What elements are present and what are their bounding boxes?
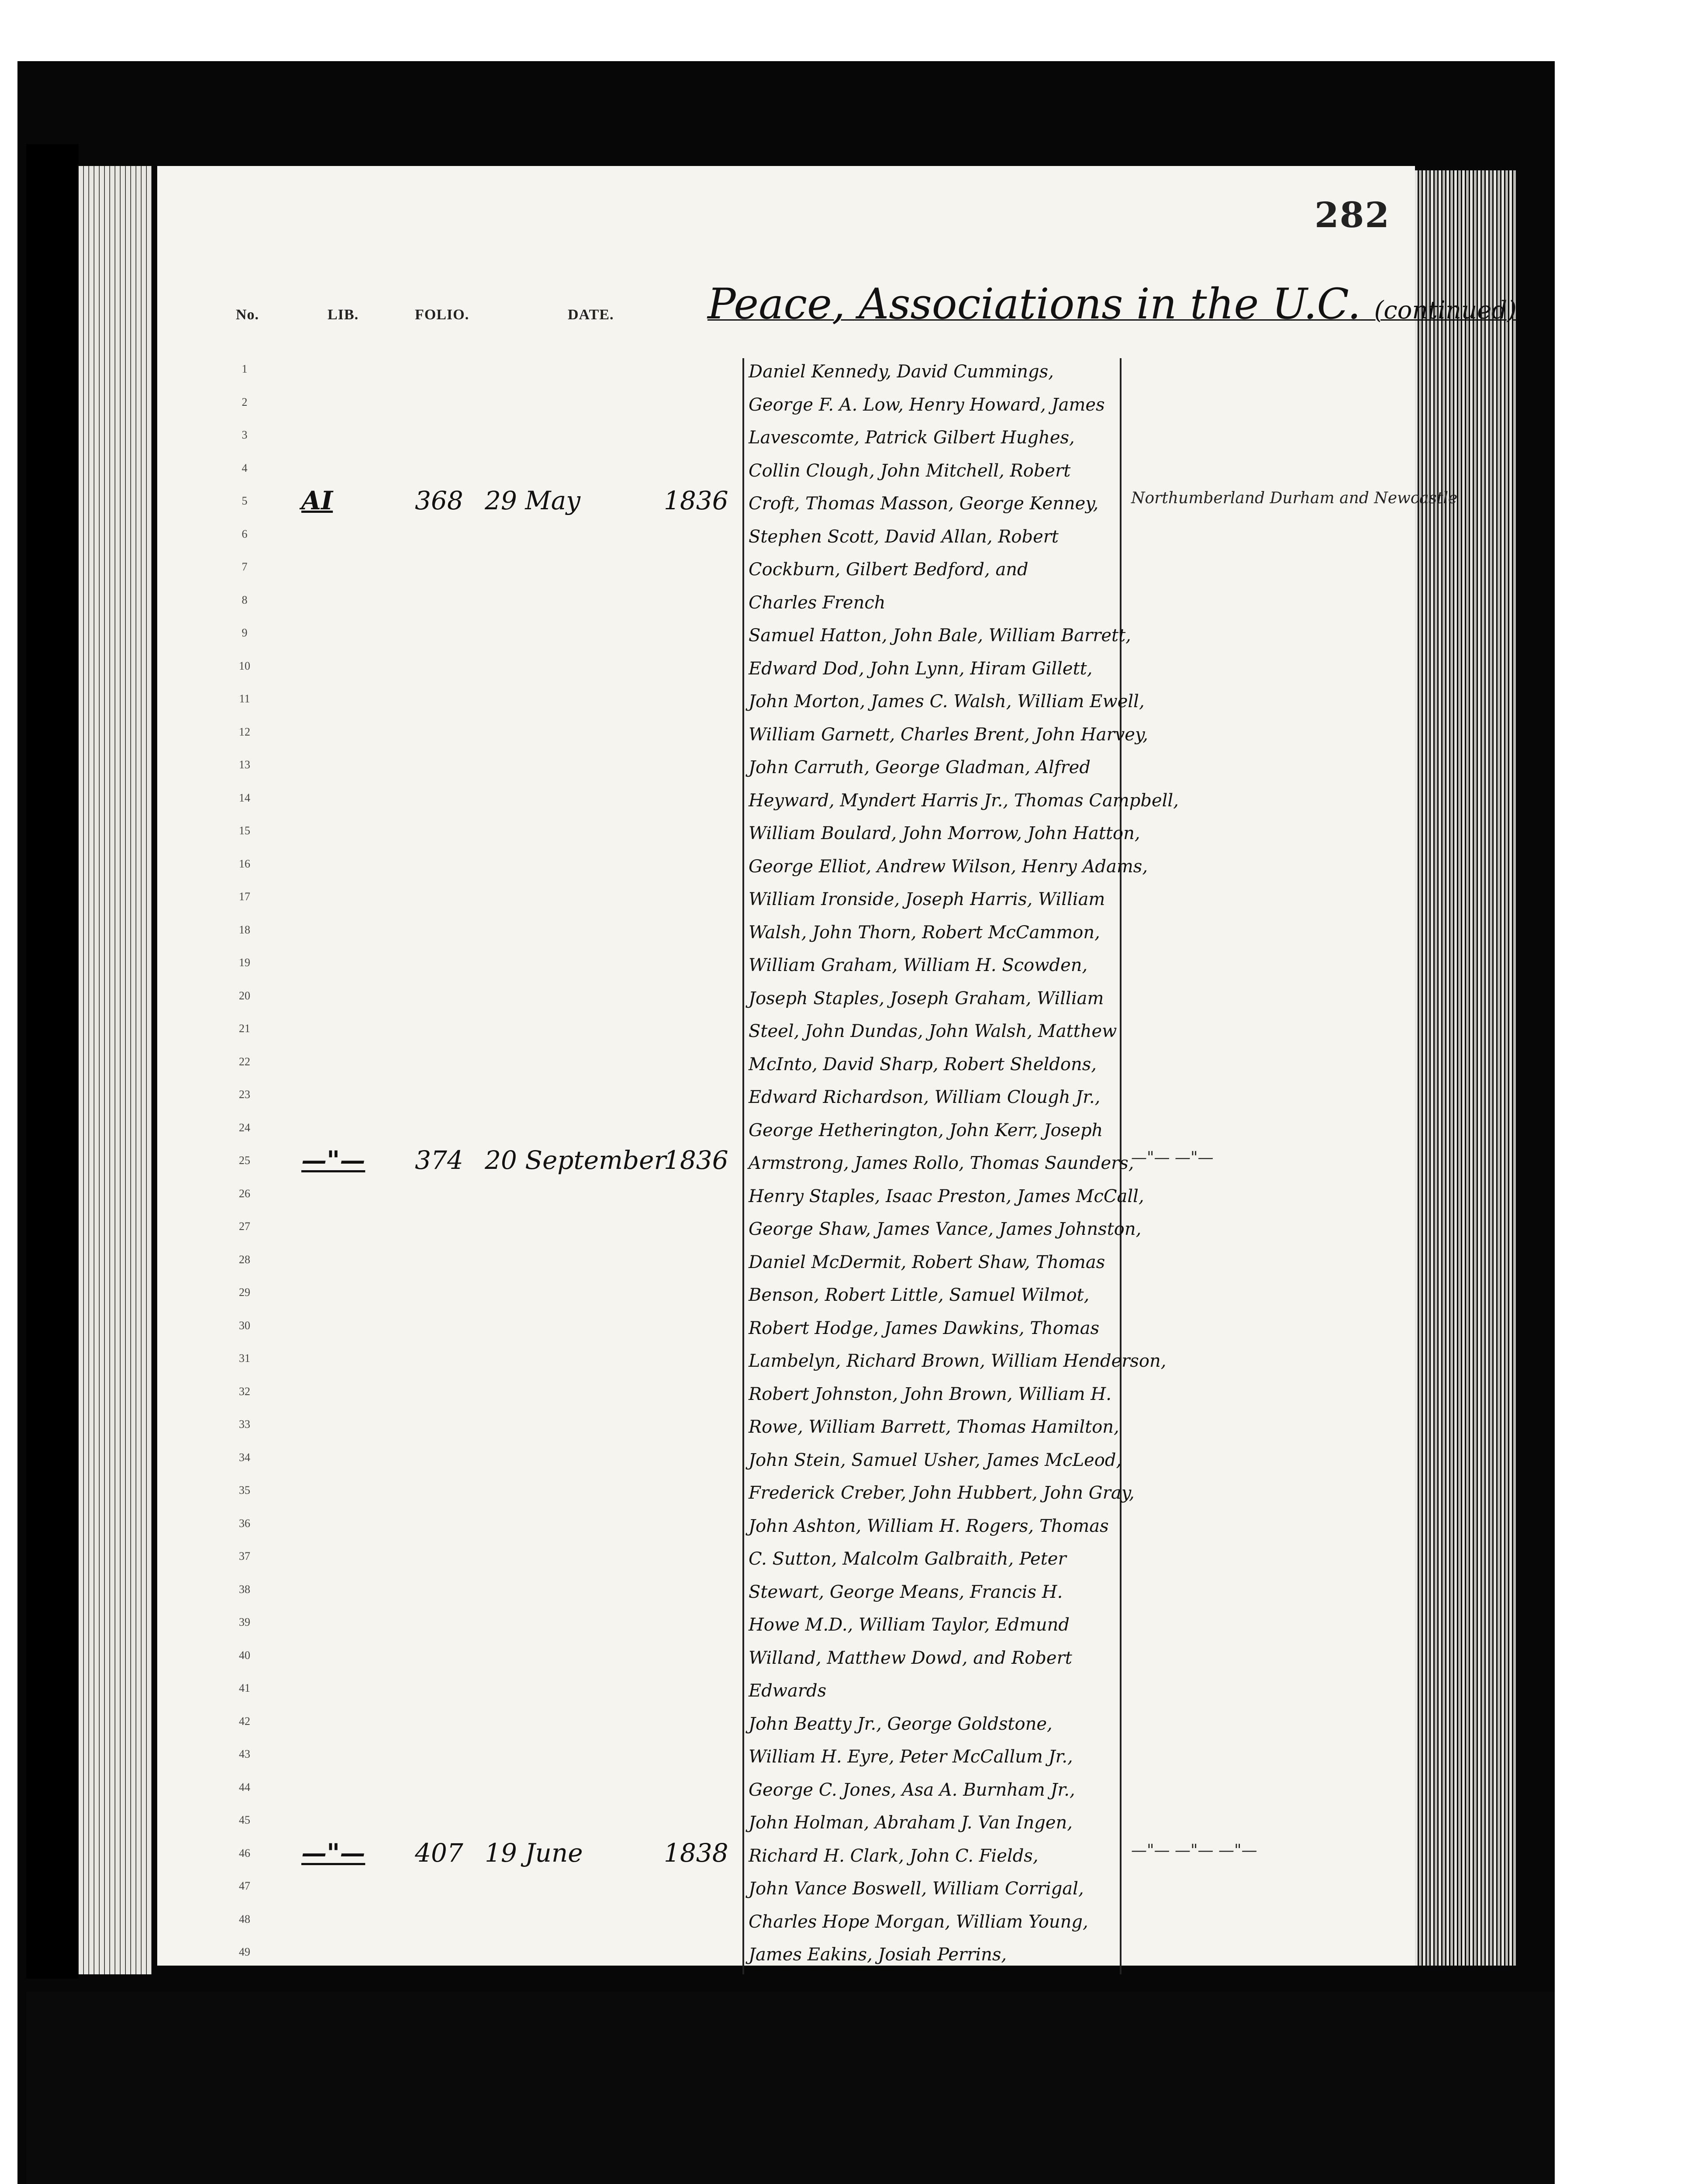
member-names-line: Armstrong, James Rollo, Thomas Saunders, bbox=[749, 1153, 1134, 1173]
entry-lib: —"— bbox=[301, 1838, 366, 1868]
member-names-line: John Ashton, William H. Rogers, Thomas bbox=[749, 1516, 1109, 1536]
page-edge bbox=[115, 166, 120, 1974]
entry-remark: Northumberland Durham and Newcastle bbox=[1131, 489, 1458, 507]
row-number: 46 bbox=[239, 1846, 250, 1859]
member-names-line: Daniel Kennedy, David Cummings, bbox=[749, 362, 1054, 382]
entry-date: 19 June bbox=[485, 1838, 583, 1868]
member-names-line: John Beatty Jr., George Goldstone, bbox=[749, 1714, 1053, 1734]
member-names-line: Stewart, George Means, Francis H. bbox=[749, 1582, 1063, 1602]
member-names-line: Edward Dod, John Lynn, Hiram Gillett, bbox=[749, 658, 1093, 679]
member-names-line: James Eakins, Josiah Perrins, bbox=[749, 1945, 1007, 1965]
row-number: 23 bbox=[239, 1088, 250, 1101]
page-edge bbox=[1478, 170, 1480, 1966]
member-names-line: Richard H. Clark, John C. Fields, bbox=[749, 1845, 1039, 1866]
member-names-line: Robert Hodge, James Dawkins, Thomas bbox=[749, 1318, 1100, 1338]
page-edge bbox=[1415, 170, 1418, 1966]
entry-folio: 368 bbox=[415, 486, 463, 515]
page-edge bbox=[136, 166, 141, 1974]
member-names-line: William H. Eyre, Peter McCallum Jr., bbox=[749, 1747, 1073, 1767]
page-edge bbox=[1431, 170, 1433, 1966]
page-number: 282 bbox=[1315, 194, 1390, 235]
row-number: 28 bbox=[239, 1253, 250, 1266]
page-edge bbox=[1505, 170, 1508, 1966]
page-edge bbox=[1474, 170, 1477, 1966]
page-edge bbox=[79, 166, 83, 1974]
left-page-edges bbox=[79, 166, 157, 1974]
member-names-line: George Hetherington, John Kerr, Joseph bbox=[749, 1120, 1103, 1140]
member-names-line: Edwards bbox=[749, 1681, 827, 1701]
names-bracket bbox=[742, 358, 1122, 622]
row-number: 12 bbox=[239, 725, 250, 738]
member-names-line: Robert Johnston, John Brown, William H. bbox=[749, 1384, 1111, 1404]
row-number: 24 bbox=[239, 1121, 250, 1134]
page-edge bbox=[1513, 170, 1516, 1966]
page-edge bbox=[1482, 170, 1484, 1966]
member-names-line: Joseph Staples, Joseph Graham, William bbox=[749, 988, 1104, 1009]
page-edge bbox=[1494, 170, 1496, 1966]
row-number: 10 bbox=[239, 659, 250, 672]
row-number: 14 bbox=[239, 791, 250, 804]
entry-lib: —"— bbox=[301, 1145, 366, 1175]
member-names-line: C. Sutton, Malcolm Galbraith, Peter bbox=[749, 1549, 1066, 1569]
page-edge bbox=[131, 166, 136, 1974]
page-edge bbox=[1486, 170, 1488, 1966]
row-number: 8 bbox=[242, 593, 248, 606]
member-names-line: John Stein, Samuel Usher, James McLeod, bbox=[749, 1450, 1122, 1470]
page-edge bbox=[1470, 170, 1473, 1966]
row-number: 36 bbox=[239, 1517, 250, 1530]
page-edge bbox=[105, 166, 110, 1974]
member-names-line: John Morton, James C. Walsh, William Ewell, bbox=[749, 691, 1145, 712]
row-number: 11 bbox=[239, 692, 250, 705]
row-number: 45 bbox=[239, 1814, 250, 1826]
row-number: 26 bbox=[239, 1187, 250, 1200]
member-names-line: Heyward, Myndert Harris Jr., Thomas Campbell, bbox=[749, 790, 1179, 811]
names-bracket bbox=[742, 622, 1179, 1711]
row-number: 38 bbox=[239, 1583, 250, 1596]
member-names-line: George F. A. Low, Henry Howard, James bbox=[749, 394, 1105, 415]
member-names-line: Lavescomte, Patrick Gilbert Hughes, bbox=[749, 428, 1075, 448]
page-edge bbox=[84, 166, 89, 1974]
row-number: 43 bbox=[239, 1748, 250, 1760]
member-names-line: Cockburn, Gilbert Bedford, and bbox=[749, 560, 1028, 580]
member-names-line: John Holman, Abraham J. Van Ingen, bbox=[749, 1813, 1073, 1833]
member-names-line: Stephen Scott, David Allan, Robert bbox=[749, 526, 1059, 547]
entry-year: 1836 bbox=[664, 1145, 728, 1175]
page-edge bbox=[1419, 170, 1422, 1966]
member-names-line: Henry Staples, Isaac Preston, James McCall, bbox=[749, 1186, 1144, 1206]
row-number: 4 bbox=[242, 461, 248, 474]
row-number: 9 bbox=[242, 626, 248, 639]
row-number: 2 bbox=[242, 395, 248, 408]
names-bracket bbox=[742, 1711, 1122, 1974]
row-number: 35 bbox=[239, 1484, 250, 1496]
member-names-line: William Garnett, Charles Brent, John Harvey, bbox=[749, 724, 1148, 745]
page-edge bbox=[1466, 170, 1469, 1966]
row-number: 32 bbox=[239, 1385, 250, 1398]
column-header-no: No. bbox=[236, 307, 259, 323]
member-names-line: Samuel Hatton, John Bale, William Barrett, bbox=[749, 625, 1131, 646]
page-edge bbox=[141, 166, 146, 1974]
page-edge bbox=[121, 166, 125, 1974]
member-names-line: Steel, John Dundas, John Walsh, Matthew bbox=[749, 1021, 1117, 1041]
entry-remark: —"— —"— —"— bbox=[1131, 1841, 1257, 1859]
member-names-line: Edward Richardson, William Clough Jr., bbox=[749, 1087, 1101, 1107]
row-number: 39 bbox=[239, 1616, 250, 1628]
register-title bbox=[707, 280, 1517, 328]
row-number: 7 bbox=[242, 560, 248, 573]
row-number: 20 bbox=[239, 989, 250, 1002]
entry-folio: 407 bbox=[415, 1838, 463, 1868]
member-names-line: Lambelyn, Richard Brown, William Henderson, bbox=[749, 1351, 1166, 1371]
member-names-line: Charles Hope Morgan, William Young, bbox=[749, 1911, 1088, 1932]
row-number: 17 bbox=[239, 890, 250, 903]
member-names-line: Frederick Creber, John Hubbert, John Gray, bbox=[749, 1483, 1135, 1503]
row-number: 41 bbox=[239, 1682, 250, 1694]
row-number: 31 bbox=[239, 1352, 250, 1365]
row-number: 6 bbox=[242, 527, 248, 540]
right-page-edges bbox=[1415, 170, 1520, 1966]
row-number: 29 bbox=[239, 1286, 250, 1299]
row-number: 40 bbox=[239, 1648, 250, 1662]
member-names-line: Benson, Robert Little, Samuel Wilmot, bbox=[749, 1285, 1090, 1305]
row-number: 3 bbox=[242, 429, 248, 441]
member-names-line: Croft, Thomas Masson, George Kenney, bbox=[749, 494, 1099, 514]
member-names-line: Walsh, John Thorn, Robert McCammon, bbox=[749, 922, 1100, 943]
page-edge bbox=[1462, 170, 1465, 1966]
row-number: 48 bbox=[239, 1912, 250, 1925]
row-number: 1 bbox=[242, 363, 248, 375]
page-edge bbox=[89, 166, 94, 1974]
page-edge bbox=[1458, 170, 1461, 1966]
entry-year: 1836 bbox=[664, 486, 728, 515]
member-names-line: George Elliot, Andrew Wilson, Henry Adams, bbox=[749, 856, 1148, 877]
page-edge bbox=[147, 166, 152, 1974]
member-names-line: Howe M.D., William Taylor, Edmund bbox=[749, 1615, 1070, 1635]
page-edge bbox=[1439, 170, 1441, 1966]
column-header-folio: FOLIO. bbox=[415, 307, 469, 323]
entry-date: 20 September bbox=[485, 1145, 666, 1175]
page-edge bbox=[1423, 170, 1425, 1966]
page-edge bbox=[1446, 170, 1449, 1966]
page-edge bbox=[1454, 170, 1457, 1966]
page-edge bbox=[1498, 170, 1500, 1966]
member-names-line: William Boulard, John Morrow, John Hatton, bbox=[749, 823, 1140, 843]
entry-year: 1838 bbox=[664, 1838, 728, 1868]
row-number: 42 bbox=[239, 1714, 250, 1728]
row-number: 25 bbox=[239, 1154, 250, 1167]
row-number: 22 bbox=[239, 1055, 250, 1068]
page-edge bbox=[1509, 170, 1512, 1966]
member-names-line: George Shaw, James Vance, James Johnston, bbox=[749, 1219, 1142, 1239]
row-number: 44 bbox=[239, 1780, 250, 1794]
row-number: 19 bbox=[239, 956, 250, 969]
row-number: 5 bbox=[242, 494, 248, 507]
row-number: 34 bbox=[239, 1451, 250, 1464]
page-edge bbox=[110, 166, 115, 1974]
member-names-line: John Vance Boswell, William Corrigal, bbox=[749, 1879, 1084, 1899]
page-edge bbox=[1450, 170, 1453, 1966]
page-edge bbox=[100, 166, 104, 1974]
column-header-lib: LIB. bbox=[328, 307, 359, 323]
row-number: 37 bbox=[239, 1550, 250, 1562]
page-edge bbox=[1427, 170, 1429, 1966]
row-number: 13 bbox=[239, 758, 250, 771]
title-suffix: (continued) bbox=[1374, 296, 1517, 325]
member-names-line: Daniel McDermit, Robert Shaw, Thomas bbox=[749, 1252, 1105, 1272]
column-header-date: DATE. bbox=[568, 307, 614, 323]
archive-label-band bbox=[26, 1992, 1555, 2184]
page-edge bbox=[126, 166, 131, 1974]
member-names-line: George C. Jones, Asa A. Burnham Jr., bbox=[749, 1780, 1075, 1800]
row-number: 30 bbox=[239, 1319, 250, 1332]
row-number: 47 bbox=[239, 1880, 250, 1892]
page-edge bbox=[1443, 170, 1445, 1966]
binding-shadow bbox=[26, 144, 79, 1979]
title-main: Peace, Associations in the U.C. bbox=[707, 280, 1361, 328]
member-names-line: McInto, David Sharp, Robert Sheldons, bbox=[749, 1054, 1097, 1075]
page-edge bbox=[1490, 170, 1492, 1966]
member-names-line: John Carruth, George Gladman, Alfred bbox=[749, 757, 1091, 778]
row-number: 21 bbox=[239, 1022, 250, 1035]
row-number: 15 bbox=[239, 824, 250, 837]
member-names-line: Charles French bbox=[749, 592, 886, 613]
row-number: 16 bbox=[239, 857, 250, 870]
row-number: 27 bbox=[239, 1220, 250, 1233]
row-number: 18 bbox=[239, 923, 250, 936]
page-edge bbox=[1501, 170, 1504, 1966]
member-names-line: William Graham, William H. Scowden, bbox=[749, 955, 1088, 975]
row-number: 49 bbox=[239, 1946, 250, 1958]
entry-lib: AI bbox=[301, 486, 333, 515]
entry-date: 29 May bbox=[485, 486, 580, 515]
member-names-line: Willand, Matthew Dowd, and Robert bbox=[749, 1648, 1072, 1668]
member-names-line: William Ironside, Joseph Harris, William bbox=[749, 889, 1105, 909]
page-edge bbox=[1435, 170, 1437, 1966]
member-names-line: Collin Clough, John Mitchell, Robert bbox=[749, 460, 1071, 481]
row-number: 33 bbox=[239, 1418, 250, 1431]
entry-folio: 374 bbox=[415, 1145, 463, 1175]
page-edge bbox=[94, 166, 99, 1974]
member-names-line: Rowe, William Barrett, Thomas Hamilton, bbox=[749, 1417, 1119, 1437]
entry-remark: —"— —"— bbox=[1131, 1149, 1214, 1167]
